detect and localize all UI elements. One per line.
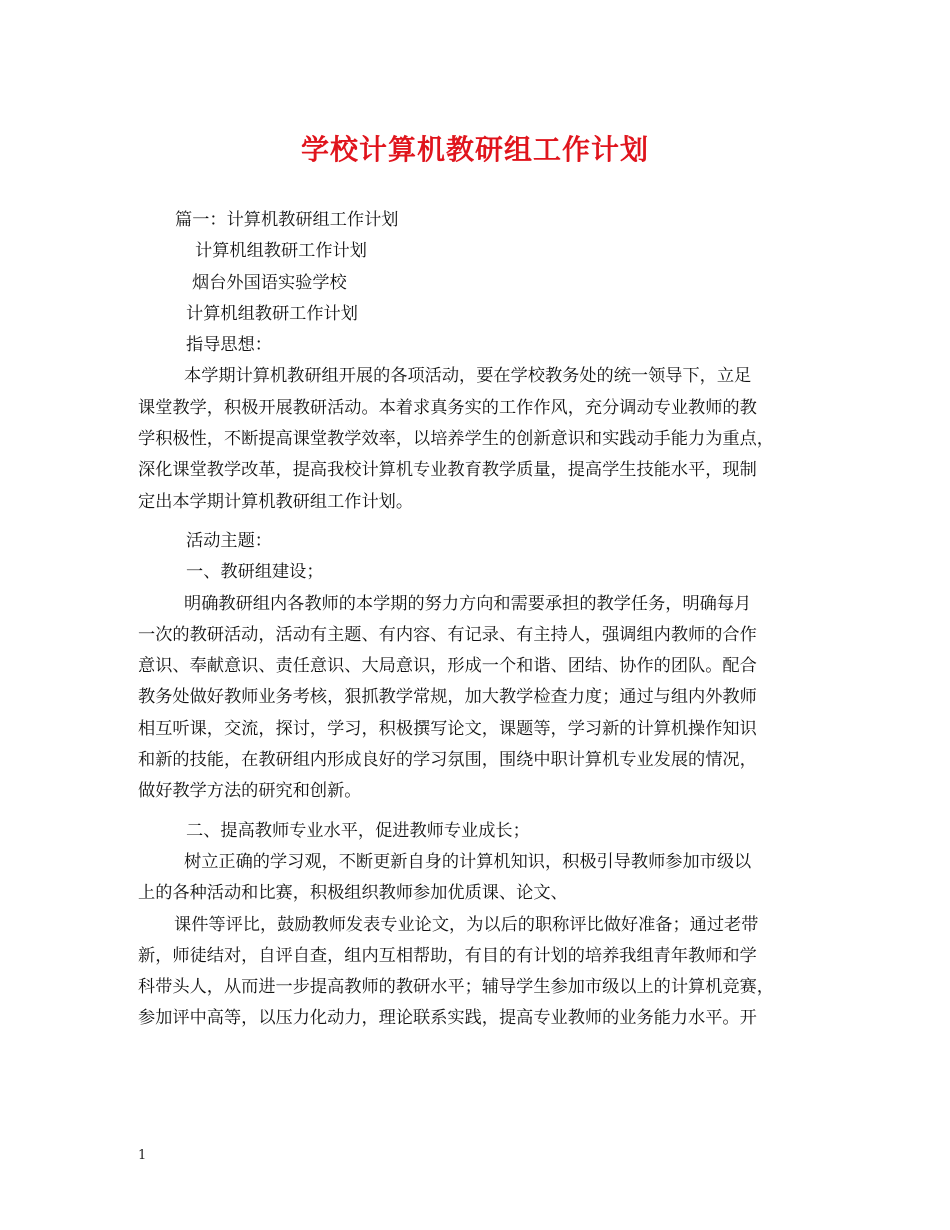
paragraph-line: 科带头人，从而进一步提高教师的教研水平；辅导学生参加市级以上的计算机竞赛， xyxy=(138,977,774,998)
subtitle-line: 计算机组教研工作计划 xyxy=(186,303,358,324)
paragraph-line: 做好教学方法的研究和创新。 xyxy=(138,781,362,802)
document-body xyxy=(138,205,818,1035)
paragraph-line: 一次的教研活动，活动有主题、有内容、有记录、有主持人，强调组内教师的合作 xyxy=(138,624,757,645)
paragraph-line: 参加评中高等，以压力化动力，理论联系实践，提高专业教师的业务能力水平。开 xyxy=(138,1008,757,1029)
paragraph-line: 课堂教学，积极开展教研活动。本着求真务实的工作作风，充分调动专业教师的教 xyxy=(138,397,757,418)
subheading: 一、教研组建设； xyxy=(186,562,324,583)
paragraph-line: 明确教研组内各教师的本学期的努力方向和需要承担的教学任务，明确每月 xyxy=(184,593,752,614)
subheading: 指导思想： xyxy=(186,335,272,356)
section-heading: 篇一：计算机教研组工作计划 xyxy=(175,210,399,230)
paragraph-line: 教务处做好教师业务考核，狠抓教学常规，加大教学检查力度；通过与组内外教师 xyxy=(138,687,757,708)
school-name: 烟台外国语实验学校 xyxy=(192,272,347,293)
paragraph-line: 课件等评比，鼓励教师发表专业论文，为以后的职称评比做好准备；通过老带 xyxy=(174,914,759,935)
paragraph-line: 意识、奉献意识、责任意识、大局意识，形成一个和谐、团结、协作的团队。配合 xyxy=(138,656,757,677)
paragraph-line: 相互听课，交流，探讨，学习，积极撰写论文，课题等，学习新的计算机操作知识 xyxy=(138,718,757,739)
page-number: 1 xyxy=(138,1148,147,1163)
subheading: 活动主题： xyxy=(186,530,272,551)
paragraph-line: 树立正确的学习观，不断更新自身的计算机知识，积极引导教师参加市级以 xyxy=(184,851,752,872)
paragraph-line: 深化课堂教学改革，提高我校计算机专业教育教学质量，提高学生技能水平，现制 xyxy=(138,460,757,481)
subheading: 二、提高教师专业水平，促进教师专业成长； xyxy=(186,820,530,841)
paragraph-line: 学积极性，不断提高课堂教学效率，以培养学生的创新意识和实践动手能力为重点， xyxy=(138,429,774,450)
paragraph-line: 定出本学期计算机教研组工作计划。 xyxy=(138,491,414,512)
subtitle-line: 计算机组教研工作计划 xyxy=(195,241,367,262)
paragraph-line: 新，师徒结对，自评自查，组内互相帮助，有目的有计划的培养我组青年教师和学 xyxy=(138,945,757,966)
document-title: 学校计算机教研组工作计划 xyxy=(300,133,649,166)
paragraph-line: 本学期计算机教研组开展的各项活动，要在学校教务处的统一领导下，立足 xyxy=(184,366,752,387)
paragraph-line: 和新的技能，在教研组内形成良好的学习氛围，围绕中职计算机专业发展的情况， xyxy=(138,750,757,771)
paragraph-line: 上的各种活动和比赛，积极组织教师参加优质课、论文、 xyxy=(138,883,568,904)
